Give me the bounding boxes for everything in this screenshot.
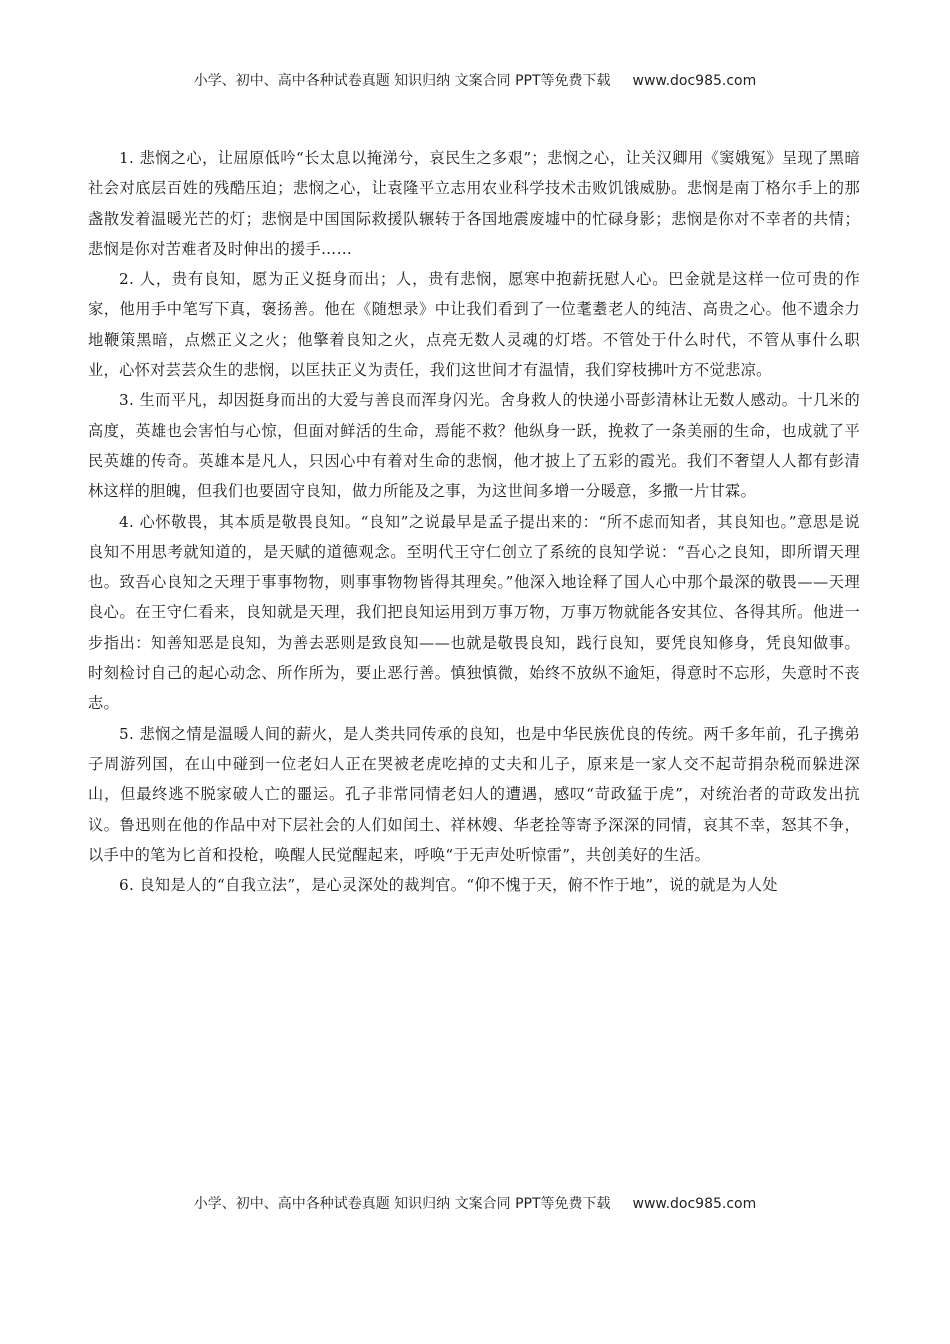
- paragraph-3: 3. 生而平凡，却因挺身而出的大爱与善良而浑身闪光。舍身救人的快递小哥彭清林让无数人感动。十几米的高度，英雄也会害怕与心惊，但面对鲜活的生命，焉能不救？他纵身一跃，挽救了一条美丽的生命，也成就了平民英雄的传奇。英雄本是凡人，只因心中有着对生命的悲悯，他才披上了五彩的霞光。我们不奢望人人都有彭清林这样的胆魄，但我们也要固守良知，做力所能及之事，为这世间多增一分暖意，多撒一片甘霖。: [88, 391, 860, 501]
- page-footer: [0, 1193, 950, 1213]
- footer-text: 小学、初中、高中各种试卷真题 知识归纳 文案合同 PPT等免费下载: [193, 1196, 611, 1212]
- paragraph-5: 5. 悲悯之情是温暖人间的薪火，是人类共同传承的良知，也是中华民族优良的传统。两千多年前，孔子携弟子周游列国，在山中碰到一位老妇人正在哭被老虎吃掉的丈夫和儿子，原来是一家人交不起苛捐杂税而躲进深山，但最终逃不脱家破人亡的噩运。孔子非常同情老妇人的遭遇，感叹“苛政猛于虎”，对统治者的苛政发出抗议。鲁迅则在他的作品中对下层社会的人们如闰土、祥林嫂、华老拴等寄予深深的同情，哀其不幸，怒其不争，以手中的笔为匕首和投枪，唤醒人民觉醒起来，呼唤“于无声处听惊雷”，共创美好的生活。: [88, 724, 860, 864]
- header-text: 小学、初中、高中各种试卷真题 知识归纳 文案合同 PPT等免费下载: [193, 73, 611, 89]
- paragraph-1: 1. 悲悯之心，让屈原低吟“长太息以掩涕兮，哀民生之多艰”；悲悯之心，让关汉卿用《窦娥冤》呈现了黑暗社会对底层百姓的残酷压迫；悲悯之心，让袁隆平立志用农业科学技术击败饥饿威胁。悲悯是南丁格尔手上的那盏散发着温暖光芒的灯；悲悯是中国国际救援队辗转于各国地震废墟中的忙碌身影；悲悯是你对不幸者的共情；悲悯是你对苦难者及时伸出的援手……: [88, 149, 860, 258]
- header-site-link[interactable]: www.doc985.com: [632, 73, 757, 89]
- footer-site-link[interactable]: www.doc985.com: [632, 1196, 757, 1212]
- paragraph-2: 2. 人，贵有良知，愿为正义挺身而出；人，贵有悲悯，愿寒中抱薪抚慰人心。巴金就是这样一位可贵的作家，他用手中笔写下真，褒扬善。他在《随想录》中让我们看到了一位耄耋老人的纯洁、高贵之心。他不遗余力地鞭策黑暗，点燃正义之火；他擎着良知之火，点亮无数人灵魂的灯塔。不管处于什么时代，不管从事什么职业，心怀对芸芸众生的悲悯，以匡扶正义为责任，我们这世间才有温情，我们穿枝拂叶方不觉悲凉。: [88, 270, 860, 380]
- document-body: [88, 143, 860, 900]
- page-header: [0, 70, 950, 90]
- paragraph-6: 6. 良知是人的“自我立法”，是心灵深处的裁判官。“仰不愧于天，俯不怍于地”，说的就是为人处: [119, 876, 778, 895]
- paragraph-4: 4. 心怀敬畏，其本质是敬畏良知。“良知”之说最早是孟子提出来的：“所不虑而知者，其良知也。”意思是说良知不用思考就知道的，是天赋的道德观念。至明代王守仁创立了系统的良知学说：“吾心之良知，即所谓天理也。致吾心良知之天理于事事物物，则事事物物皆得其理矣。”他深入地诠释了国人心中那个最深的敬畏——天理良心。在王守仁看来，良知就是天理，我们把良知运用到万事万物，万事万物就能各安其位、各得其所。他进一步指出：知善知恶是良知，为善去恶则是致良知——也就是敬畏良知，践行良知，要凭良知修身，凭良知做事。时刻检讨自己的起心动念、所作所为，要止恶行善。慎独慎微，始终不放纵不逾矩，得意时不忘形，失意时不丧志。: [88, 512, 860, 713]
